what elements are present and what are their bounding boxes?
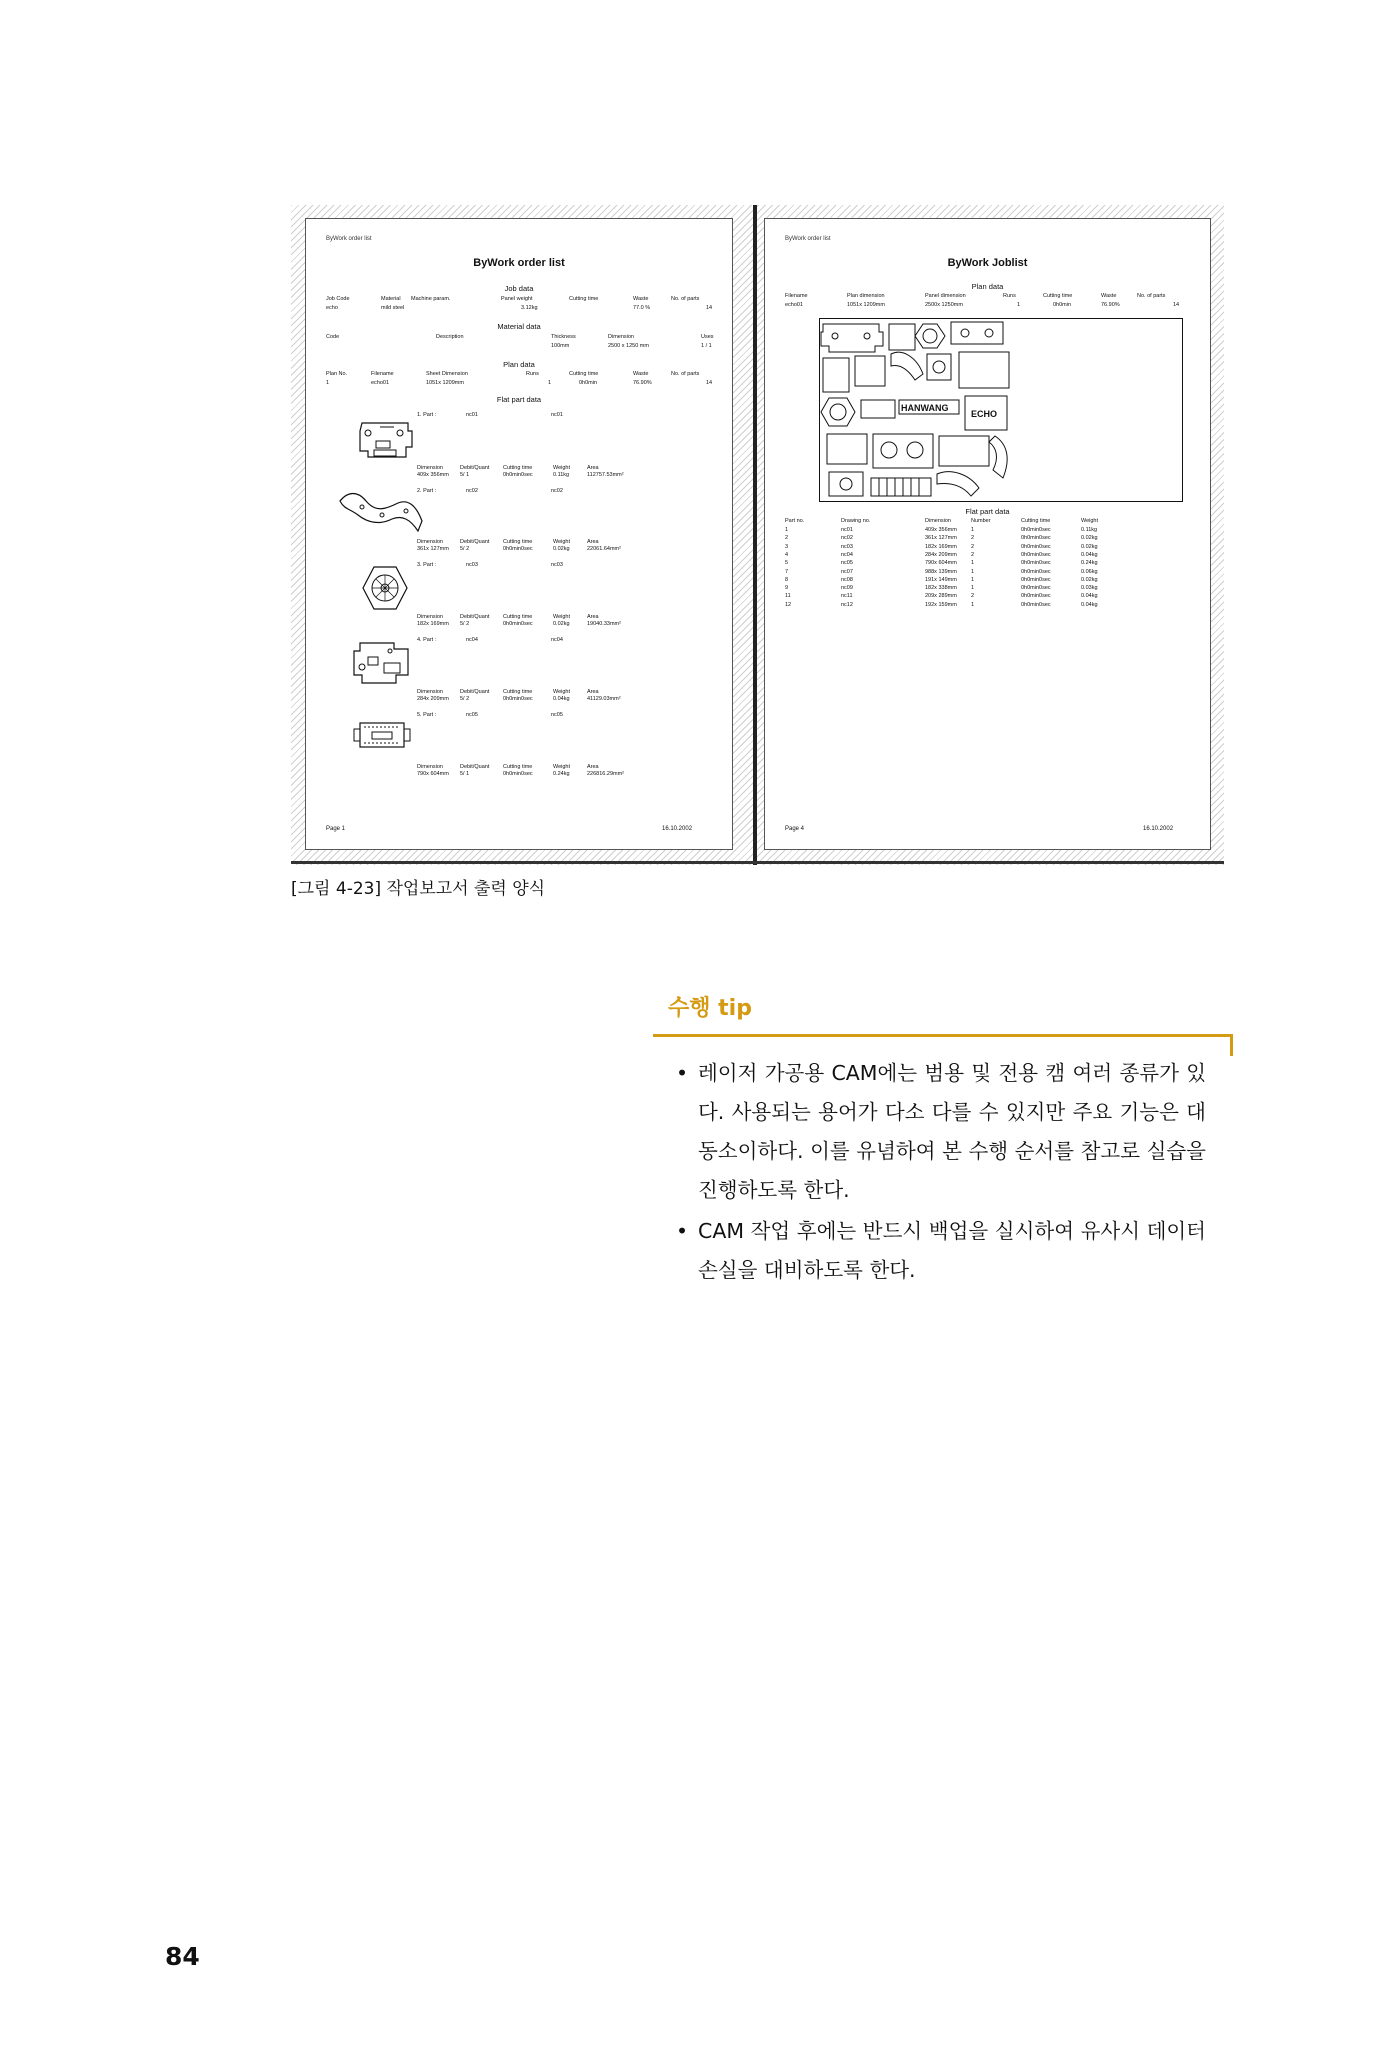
cell: Number	[971, 518, 991, 524]
part-1-thumbnail	[354, 417, 416, 465]
cell: 1	[971, 576, 975, 583]
cell: Waste	[633, 371, 649, 377]
cell: 0.04kg	[1081, 551, 1098, 558]
cell: 1	[971, 527, 975, 533]
cell: 14	[1173, 302, 1180, 308]
cell: Cutting time	[503, 689, 533, 695]
plan-section-title: Plan data	[971, 282, 1004, 291]
cell: Dimension	[417, 614, 443, 620]
nest-label-hanwang: HANWANG	[901, 403, 949, 413]
cell: 7	[785, 568, 789, 575]
cell: 11	[785, 593, 791, 600]
joblist-sheet	[764, 218, 1211, 850]
cell: 0h0min0sec	[1021, 551, 1051, 558]
part-2-thumbnail	[336, 487, 428, 539]
cell: 100mm	[551, 343, 570, 349]
cell: 19040.33mm²	[587, 621, 621, 627]
cell: 0.11kg	[1081, 527, 1098, 533]
cell: Part no.	[785, 518, 805, 524]
cell: Material	[381, 296, 401, 302]
cell: 5	[785, 560, 789, 567]
tip-item	[676, 1054, 1206, 1210]
cell: Dimension	[608, 334, 634, 340]
cell: 790x 604mm	[925, 560, 957, 567]
footer-date: 16.10.2002	[662, 826, 693, 832]
cell: 9	[785, 585, 789, 592]
cell: nc12	[841, 601, 853, 608]
cell: Weight	[553, 689, 571, 695]
cell: 0h0min0sec	[503, 696, 533, 702]
bullet-icon: •	[676, 1219, 689, 1243]
cell: Cutting time	[503, 614, 533, 620]
cell: 3.12kg	[521, 305, 538, 311]
part-5-thumbnail	[352, 715, 412, 755]
cell: echo01	[371, 380, 390, 386]
nesting-plan-drawing	[819, 318, 1185, 503]
cell: Filename	[371, 371, 394, 377]
cell: 22061.64mm²	[587, 546, 621, 552]
sheet-header: ByWork order list	[785, 236, 831, 242]
cell: nc09	[841, 585, 853, 592]
cell: 0h0min	[579, 380, 598, 386]
cell: 112757.53mm²	[587, 472, 624, 478]
part-code: nc03	[466, 562, 478, 568]
cell: 77.0 %	[633, 305, 651, 311]
cell: 209x 289mm	[925, 593, 957, 600]
cell: 2	[971, 593, 975, 600]
bullet-icon: •	[676, 1061, 689, 1085]
cell: Debit/Quant	[460, 614, 490, 620]
order-list-sheet	[305, 218, 733, 850]
cell: 0.02kg	[553, 546, 570, 552]
cell: Dimension	[417, 689, 443, 695]
flat-part-section-title: Flat part data	[965, 507, 1010, 516]
cell: nc08	[841, 576, 853, 583]
cell: 1	[785, 527, 789, 533]
cell: 1 / 1	[701, 343, 712, 349]
cell: 182x 169mm	[925, 543, 957, 550]
cell: 0.06kg	[1081, 568, 1098, 575]
cell: Cutting time	[503, 465, 533, 471]
cell: Area	[587, 465, 599, 471]
cell: No. of parts	[1137, 293, 1166, 299]
cell: 1	[971, 585, 975, 592]
job-section-title: Job data	[504, 284, 534, 293]
part-code: nc01	[466, 412, 478, 418]
cell: 0h0min0sec	[503, 546, 533, 552]
cell: nc02	[841, 535, 853, 542]
cell: No. of parts	[671, 371, 700, 377]
cell: 2	[971, 535, 975, 542]
cell: Weight	[553, 764, 571, 770]
cell: Dimension	[925, 518, 951, 524]
cell: Machine param.	[411, 296, 451, 302]
sheet-header: ByWork order list	[326, 236, 372, 242]
cell: 1051x 1209mm	[426, 380, 464, 386]
cell: 1	[1017, 302, 1021, 308]
cell: 14	[706, 380, 713, 386]
sheet-title: ByWork order list	[473, 257, 565, 269]
cell: Drawing no.	[841, 518, 871, 524]
cell: 361x 127mm	[417, 546, 449, 552]
cell: mild steel	[381, 305, 405, 311]
cell: Cutting time	[1021, 518, 1051, 524]
cell: Plan dimension	[847, 293, 885, 299]
cell: 5/ 2	[460, 696, 470, 702]
cell: Waste	[633, 296, 649, 302]
cell: 284x 209mm	[417, 696, 449, 702]
cell: Uses	[701, 334, 714, 340]
tip-title: 수행 tip	[668, 996, 752, 1021]
cell: 0h0min0sec	[1021, 601, 1051, 608]
cell: nc03	[841, 543, 853, 550]
cell: 12	[785, 601, 792, 608]
cell: 0.02kg	[553, 621, 570, 627]
cell: Area	[587, 614, 599, 620]
cell: Weight	[553, 539, 571, 545]
cell: Weight	[553, 614, 571, 620]
part-ref: nc02	[551, 488, 563, 494]
cell: Description	[436, 334, 464, 340]
cell: 1	[971, 568, 975, 575]
cell: 3	[785, 543, 789, 550]
cell: 0h0min0sec	[1021, 527, 1051, 533]
cell: nc11	[841, 593, 853, 600]
cell: 0.24kg	[553, 771, 570, 777]
cell: Cutting time	[569, 296, 599, 302]
figure-caption: [그림 4-23] 작업보고서 출력 양식	[291, 879, 546, 899]
cell: 0.02kg	[1081, 543, 1098, 550]
cell: 0.24kg	[1081, 560, 1098, 567]
cell: Panel dimension	[925, 293, 966, 299]
cell: 0.02kg	[1081, 576, 1098, 583]
cell: No. of parts	[671, 296, 700, 302]
cell: Debit/Quant	[460, 689, 490, 695]
cell: 0.03kg	[1081, 585, 1098, 592]
cell: 1	[548, 380, 552, 386]
report-figure	[291, 205, 1224, 865]
part-code: nc04	[466, 637, 478, 643]
cell: Debit/Quant	[460, 465, 490, 471]
tip-item	[676, 1212, 1206, 1290]
sheet-title: ByWork Joblist	[947, 257, 1028, 269]
cell: 790x 604mm	[417, 771, 449, 777]
footer-page: Page 4	[785, 826, 805, 832]
part-label: 5. Part :	[417, 712, 437, 718]
cell: 988x 139mm	[925, 568, 957, 575]
cell: 0h0min0sec	[503, 621, 533, 627]
cell: 76.90%	[1101, 302, 1120, 308]
tip-item-text: 레이저 가공용 CAM에는 범용 및 전용 캠 여러 종류가 있다. 사용되는 용어가 다소 다를 수 있지만 주요 기능은 대동소이하다. 이를 유념하여 본 수행 순서를 참고로 실습을 진행하도록 한다.	[698, 1061, 1206, 1202]
cell: 0h0min0sec	[1021, 585, 1051, 592]
cell: Plan No.	[326, 371, 348, 377]
cell: 0.04kg	[553, 696, 570, 702]
cell: 1	[971, 601, 975, 608]
cell: 5/ 2	[460, 546, 470, 552]
cell: Cutting time	[503, 764, 533, 770]
cell: 192x 159mm	[925, 601, 957, 608]
cell: 409x 356mm	[417, 472, 449, 478]
cell: nc04	[841, 551, 853, 558]
cell: Cutting time	[503, 539, 533, 545]
material-section-title: Material data	[497, 322, 541, 331]
cell: 2	[971, 543, 975, 550]
plan-section-title: Plan data	[503, 360, 535, 369]
cell: Dimension	[417, 465, 443, 471]
cell: 5/ 1	[460, 771, 470, 777]
part-ref: nc05	[551, 712, 563, 718]
cell: Debit/Quant	[460, 539, 490, 545]
cell: 41129.03mm²	[587, 696, 621, 702]
tip-item-text: CAM 작업 후에는 반드시 백업을 실시하여 유사시 데이터 손실을 대비하도록 한다.	[698, 1219, 1206, 1282]
cell: 0h0min0sec	[1021, 543, 1051, 550]
tip-rule-tick	[1230, 1034, 1233, 1056]
part-label: 4. Part :	[417, 637, 437, 643]
cell: 0h0min0sec	[1021, 593, 1051, 600]
tip-list	[676, 1054, 1206, 1292]
cell: Dimension	[417, 539, 443, 545]
part-code: nc05	[466, 712, 478, 718]
cell: Sheet Dimension	[426, 371, 468, 377]
cell: 0h0min0sec	[1021, 560, 1051, 567]
cell: Weight	[1081, 518, 1099, 524]
cell: 0h0min0sec	[1021, 576, 1051, 583]
part-ref: nc03	[551, 562, 563, 568]
cell: echo	[326, 305, 338, 311]
cell: Area	[587, 689, 599, 695]
cell: 182x 338mm	[925, 585, 957, 592]
cell: 0h0min0sec	[503, 771, 533, 777]
cell: 14	[706, 305, 713, 311]
cell: Runs	[526, 371, 539, 377]
cell: Weight	[553, 465, 571, 471]
footer-page: Page 1	[326, 826, 346, 832]
cell: 226816.29mm²	[587, 771, 624, 777]
cell: 0.04kg	[1081, 601, 1098, 608]
cell: 0h0min0sec	[1021, 535, 1051, 542]
tip-rule	[653, 1034, 1233, 1037]
part-3-thumbnail	[360, 563, 410, 613]
cell: Thickness	[551, 334, 576, 340]
cell: 182x 169mm	[417, 621, 449, 627]
part-ref: nc01	[551, 412, 563, 418]
cell: Job Code	[326, 296, 350, 302]
cell: 409x 356mm	[925, 527, 957, 533]
cell: 0.11kg	[553, 472, 570, 478]
page-number: 84	[165, 1942, 200, 1971]
cell: nc05	[841, 560, 853, 567]
cell: Area	[587, 764, 599, 770]
cell: 2500x 1250mm	[925, 302, 963, 308]
cell: 1	[971, 560, 975, 567]
cell: Code	[326, 334, 340, 340]
cell: Cutting time	[569, 371, 599, 377]
figure-bottom-rule	[291, 861, 1224, 864]
cell: 191x 149mm	[925, 576, 957, 583]
cell: Cutting time	[1043, 293, 1073, 299]
cell: Area	[587, 539, 599, 545]
part-label: 2. Part :	[417, 488, 437, 494]
cell: 5/ 1	[460, 472, 470, 478]
cell: 1051x 1209mm	[847, 302, 885, 308]
part-4-thumbnail	[350, 637, 416, 689]
cell: 4	[785, 551, 789, 558]
part-label: 1. Part :	[417, 412, 437, 418]
cell: 8	[785, 576, 789, 583]
sheet-divider	[753, 205, 757, 865]
cell: Runs	[1003, 293, 1016, 299]
cell: 0h0min	[1053, 302, 1072, 308]
cell: 1	[326, 380, 330, 386]
cell: Filename	[785, 293, 808, 299]
footer-date: 16.10.2002	[1143, 826, 1174, 832]
cell: 5/ 2	[460, 621, 470, 627]
cell: 2500 x 1250 mm	[608, 343, 649, 349]
cell: Debit/Quant	[460, 764, 490, 770]
part-code: nc02	[466, 488, 478, 494]
cell: 361x 127mm	[925, 535, 957, 542]
cell: 2	[785, 535, 789, 542]
cell: Dimension	[417, 764, 443, 770]
nest-label-echo: ECHO	[971, 409, 998, 419]
cell: nc01	[841, 527, 853, 533]
cell: 0h0min0sec	[1021, 568, 1051, 575]
cell: 0.02kg	[1081, 535, 1098, 542]
cell: Waste	[1101, 293, 1117, 299]
cell: 0.04kg	[1081, 593, 1098, 600]
cell: Panel weight	[501, 296, 533, 302]
part-ref: nc04	[551, 637, 563, 643]
cell: nc07	[841, 568, 853, 575]
cell: 76.90%	[633, 380, 652, 386]
cell: 0h0min0sec	[503, 472, 533, 478]
cell: 2	[971, 551, 975, 558]
cell: 284x 209mm	[925, 551, 957, 558]
part-label: 3. Part :	[417, 562, 437, 568]
cell: echo01	[785, 302, 804, 308]
flat-part-section-title: Flat part data	[496, 395, 542, 404]
